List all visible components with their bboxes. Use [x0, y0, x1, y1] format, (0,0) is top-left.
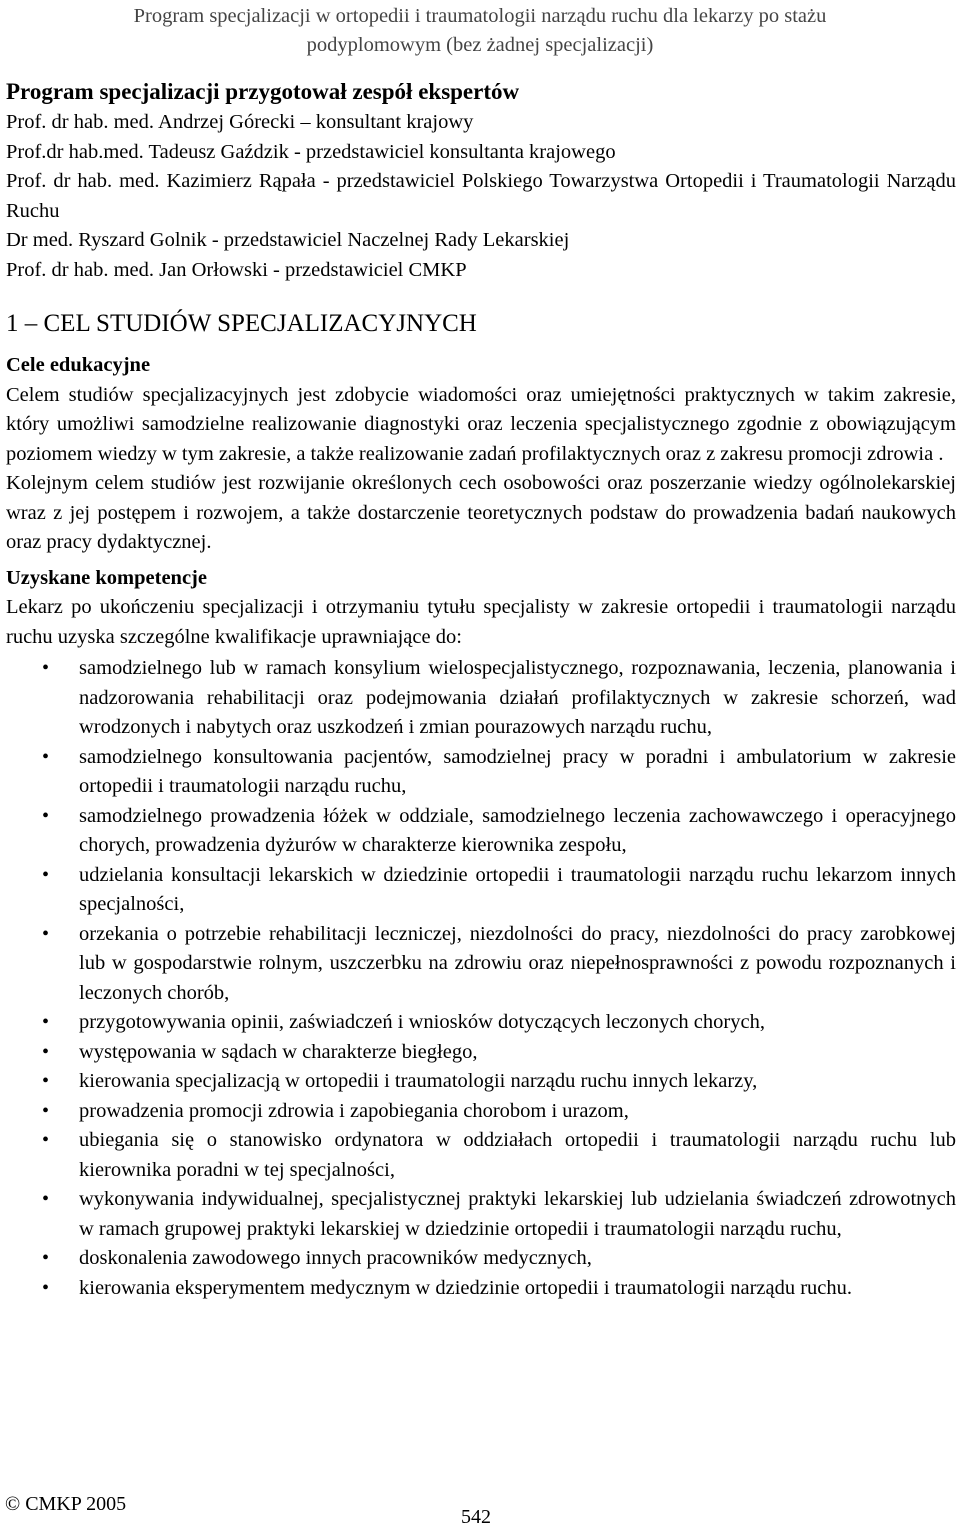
bullet-icon: •: [42, 1247, 50, 1269]
list-item-text: przygotowywania opinii, zaświadczeń i wniosków dotyczących leczonych chorych,: [79, 1011, 765, 1033]
bullet-icon: •: [42, 745, 50, 768]
document-body: [6, 76, 956, 1303]
bullet-icon: •: [42, 922, 50, 945]
list-item-text: wykonywania indywidualnej, specjalistycznej praktyki lekarskiej lub udzielania świadczeń zdrowotnych w ramach grupowej praktyki lekarskiej w dziedzinie ortopedii i traumatologii narządu ruchu,: [79, 1188, 956, 1240]
list-item-text: kierowania eksperymentem medycznym w dziedzinie ortopedii i traumatologii narządu ruchu.: [79, 1276, 853, 1299]
list-item: [6, 654, 956, 743]
bullet-icon: •: [42, 1040, 50, 1063]
expert-rapala: Prof. dr hab. med. Kazimierz Rąpała - przedstawiciel Polskiego Towarzystwa Ortopedii i Traumatologii Narządu Ruchu: [6, 170, 956, 222]
bullet-icon: •: [42, 1188, 50, 1210]
competences-intro: Lekarz po ukończeniu specjalizacji i otrzymaniu tytułu specjalisty w zakresie ortopedii i traumatologii narządu ruchu uzyska szczególne kwalifikacje uprawniające do:: [6, 596, 956, 648]
expert-orlowski: Prof. dr hab. med. Jan Orłowski - przedstawiciel CMKP: [6, 258, 467, 281]
running-header-line-2: podyplomowym (bez żadnej specjalizacji): [306, 34, 654, 56]
bullet-icon: •: [42, 1276, 50, 1299]
list-item: [6, 1126, 956, 1185]
competences-list: [6, 654, 956, 1303]
goals-paragraph-2: Kolejnym celem studiów jest rozwijanie określonych cech osobowości oraz poszerzanie wiedzy ogólnolekarskiej wraz z jej postępem i rozwojem, a także dostarczenie teoretycznych podstaw do prowadzenia badań naukowych oraz pracy dydaktycznej.: [6, 472, 956, 553]
list-item-text: ubiegania się o stanowisko ordynatora w oddziałach ortopedii i traumatologii narządu ruchu lub kierownika poradni w tej specjalności,: [79, 1129, 956, 1181]
list-item-text: samodzielnego konsultowania pacjentów, samodzielnej pracy w poradni i ambulatorium w zakresie ortopedii i traumatologii narządu ruchu,: [79, 745, 956, 797]
list-item: [6, 1244, 956, 1274]
bullet-icon: •: [42, 1129, 50, 1151]
section-title: 1 – CEL STUDIÓW SPECJALIZACYJNYCH: [6, 310, 477, 337]
list-item: [6, 1067, 956, 1097]
list-item: [6, 1097, 956, 1127]
list-item: [6, 861, 956, 920]
goals-paragraph-1: Celem studiów specjalizacyjnych jest zdobycie wiadomości oraz umiejętności praktycznych w takim zakresie, który umożliwi samodzielne realizowanie diagnostyki oraz leczenia specjalistycznego zgodnie z obowiązującym poziomem wiedzy w tym zakresie, a także realizowanie zadań profilaktycznych oraz z zakresu promocji zdrowia .: [6, 383, 956, 465]
list-item-text: kierowania specjalizacją w ortopedii i traumatologii narządu ruchu innych lekarzy,: [79, 1070, 758, 1092]
bullet-icon: •: [42, 1099, 50, 1122]
bullet-icon: •: [42, 804, 50, 827]
experts-heading: Program specjalizacji przygotował zespół ekspertów: [6, 79, 520, 104]
expert-gorecki: Prof. dr hab. med. Andrzej Górecki – konsultant krajowy: [6, 111, 474, 133]
list-item-text: występowania w sądach w charakterze biegłego,: [79, 1040, 478, 1063]
list-item-text: udzielania konsultacji lekarskich w dziedzinie ortopedii i traumatologii narządu ruchu lekarzom innych specjalności,: [79, 863, 956, 915]
list-item-text: samodzielnego lub w ramach konsylium wielospecjalistycznego, rozpoznawania, leczenia, planowania i nadzorowania rehabilitacji oraz podejmowania działań profilaktycznych w zakresie schorzeń, wad wrodzonych i nabytych oraz uszkodzeń i zmian pourazowych narządu ruchu,: [79, 657, 956, 738]
page-number: 542: [461, 1506, 491, 1528]
list-item: [6, 1185, 956, 1244]
footer-copyright: © CMKP 2005: [5, 1493, 127, 1515]
list-item: [6, 1038, 956, 1068]
list-item: [6, 802, 956, 861]
list-item-text: doskonalenia zawodowego innych pracowników medycznych,: [79, 1247, 592, 1269]
list-item-text: prowadzenia promocji zdrowia i zapobiegania chorobom i urazom,: [79, 1099, 629, 1122]
list-item-text: samodzielnego prowadzenia łóżek w oddziale, samodzielnego leczenia zachowawczego i operacyjnego chorych, prowadzenia dyżurów w charakterze kierownika zespołu,: [79, 804, 956, 856]
goals-heading: Cele edukacyjne: [6, 354, 151, 376]
bullet-icon: •: [42, 863, 50, 886]
expert-gazdzik: Prof.dr hab.med. Tadeusz Gaździk - przedstawiciel konsultanta krajowego: [6, 140, 616, 163]
running-header-line-1: Program specjalizacji w ortopedii i traumatologii narządu ruchu dla lekarzy po stażu: [133, 5, 827, 27]
list-item: [6, 1008, 956, 1038]
list-item: [6, 743, 956, 802]
running-header: [0, 2, 960, 60]
list-item-text: orzekania o potrzebie rehabilitacji leczniczej, niezdolności do pracy, niezdolności do pracy zarobkowej lub w gospodarstwie rolnym, uszczerbku na zdrowiu oraz niepełnosprawności z powodu rozpoznanych i leczonych chorób,: [79, 922, 956, 1004]
list-item: [6, 920, 956, 1009]
competences-heading: Uzyskane kompetencje: [6, 566, 207, 589]
bullet-icon: •: [42, 1011, 50, 1033]
expert-golnik: Dr med. Ryszard Golnik - przedstawiciel Naczelnej Rady Lekarskiej: [6, 229, 570, 251]
experts-section: [6, 76, 956, 285]
bullet-icon: •: [42, 657, 50, 679]
list-item: [6, 1274, 956, 1304]
bullet-icon: •: [42, 1070, 50, 1092]
